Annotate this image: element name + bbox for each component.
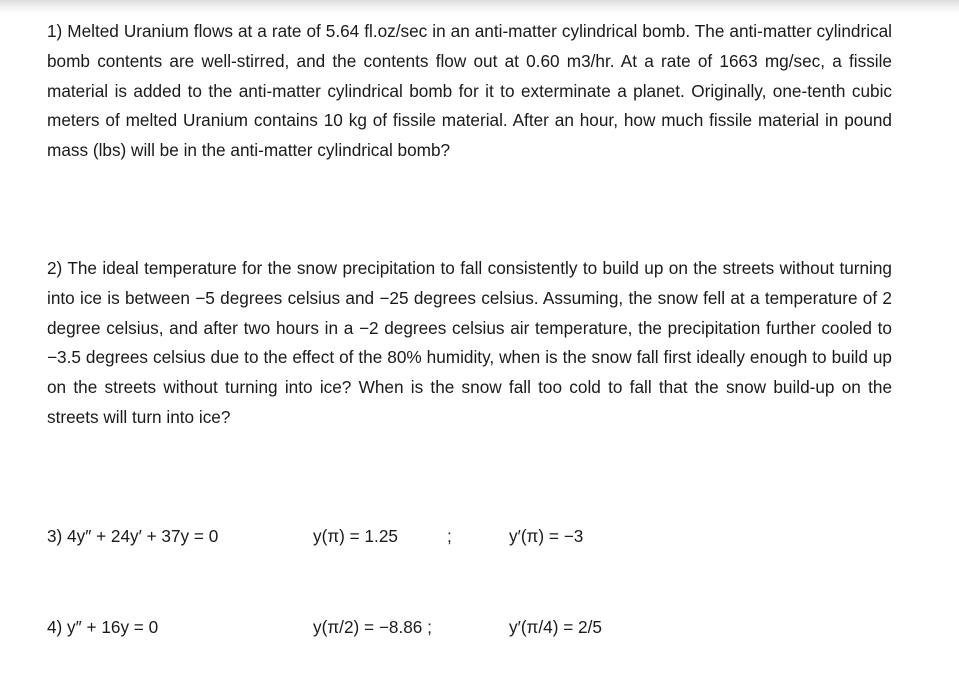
top-shadow <box>0 0 959 14</box>
problem-4-equation: 4) y″ + 16y = 0 <box>47 617 159 637</box>
problem-1-text: 1) Melted Uranium flows at a rate of 5.64 fl.oz/sec in an anti-matter cylindrical bomb. The anti-matter cylindrical bomb contents are well-stirred, and the contents flow out at 0.60 m3/hr. At a rate of 1663 mg/sec, a fissile material is added to the anti-matter cylindrical bomb for it to exterminate a planet. Originally, one-tenth cubic meters of melted Uranium contains 10 kg of fissile material. After an hour, how much fissile material in pound mass (lbs) will be in the anti-matter cylindrical bomb? <box>47 21 892 161</box>
problem-3-row <box>0 521 959 551</box>
problem-3-condition-2: y′(π) = −3 <box>509 526 584 546</box>
problem-4-row <box>0 612 959 642</box>
problem-3-separator: ; <box>447 526 452 546</box>
problem-3-equation: 3) 4y″ + 24y′ + 37y = 0 <box>47 526 219 546</box>
problem-2-text: 2) The ideal temperature for the snow precipitation to fall consistently to build up on the streets without turning into ice is between −5 degrees celsius and −25 degrees celsius. Assuming, the snow fell at a temperature of 2 degree celsius, and after two hours in a −2 degrees celsius air temperature, the precipitation further cooled to −3.5 degrees celsius due to the effect of the 80% humidity, when is the snow fall first ideally enough to build up on the streets without turning into ice? When is the snow fall too cold to fall that the snow build-up on the streets will turn into ice? <box>47 258 892 427</box>
problem-4-condition-1: y(π/2) = −8.86 ; <box>313 617 432 637</box>
problem-4-condition-2: y′(π/4) = 2/5 <box>509 617 602 637</box>
problem-3-condition-1: y(π) = 1.25 <box>313 526 398 546</box>
